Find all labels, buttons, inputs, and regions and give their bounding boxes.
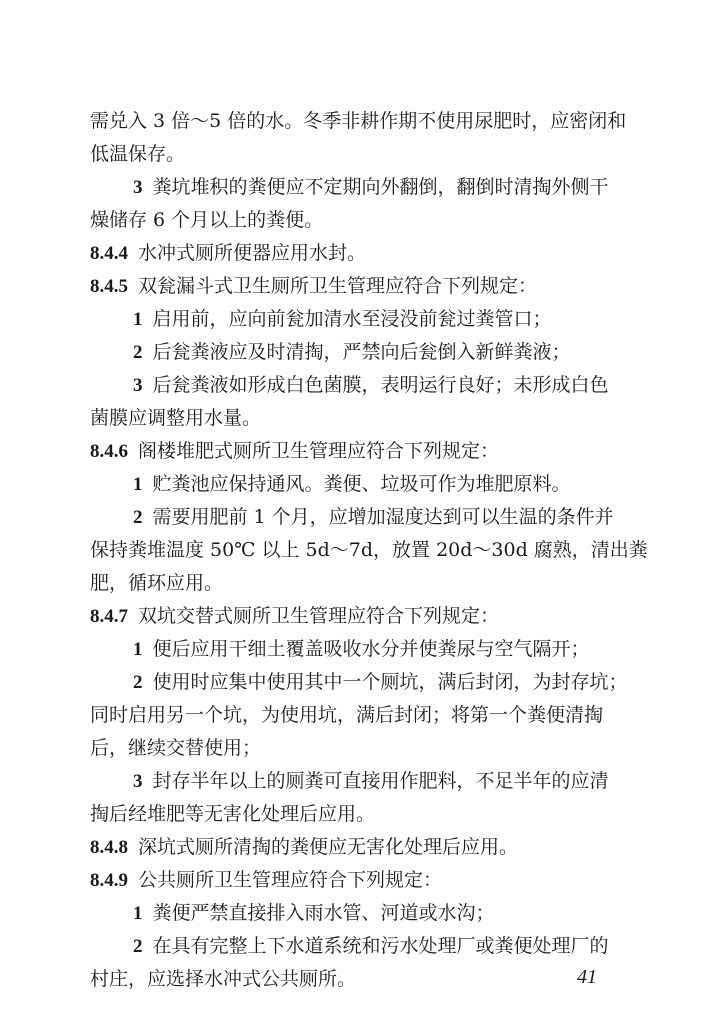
paragraph-line: 同时启用另一个坑，为使用坑，满后封闭；将第一个粪便清掏: [90, 704, 604, 726]
clause: 8.4.5 双瓮漏斗式卫生厕所卫生管理应符合下列规定：: [90, 275, 538, 297]
list-item: 1 粪便严禁直接排入雨水管、河道或水沟；: [133, 902, 495, 924]
paragraph-line: 后，继续交替使用；: [90, 737, 262, 759]
clause: 8.4.6 阁楼堆肥式厕所卫生管理应符合下列规定：: [90, 440, 500, 462]
paragraph-line: 需兑入 3 倍～5 倍的水。冬季非耕作期不使用尿肥时，应密闭和: [90, 110, 627, 132]
list-item: 2 在具有完整上下水道系统和污水处理厂或粪便处理厂的: [133, 935, 609, 957]
list-item: 3 后瓮粪液如形成白色菌膜，表明运行良好；未形成白色: [133, 374, 609, 396]
paragraph-line: 燥储存 6 个月以上的粪便。: [90, 209, 324, 231]
paragraph-line: 保持粪堆温度 50℃ 以上 5d～7d，放置 20d～30d 腐熟，清出粪: [90, 539, 648, 561]
paragraph-line: 菌膜应调整用水量。: [90, 407, 262, 429]
item-number: 3: [133, 177, 143, 198]
item-number: 2: [133, 672, 143, 693]
list-item: 3 粪坑堆积的粪便应不定期向外翻倒，翻倒时清掏外侧干: [133, 176, 609, 198]
item-number: 1: [133, 309, 143, 330]
paragraph-line: 村庄，应选择水冲式公共厕所。: [90, 968, 357, 990]
clause: 8.4.7 双坑交替式厕所卫生管理应符合下列规定：: [90, 605, 500, 627]
clause-number: 8.4.5: [90, 276, 128, 297]
list-item: 2 后瓮粪液应及时清掏，严禁向后瓮倒入新鲜粪液；: [133, 341, 571, 363]
clause-number: 8.4.6: [90, 441, 128, 462]
list-item: 1 便后应用干细土覆盖吸收水分并使粪尿与空气隔开；: [133, 638, 590, 660]
item-number: 3: [133, 771, 143, 792]
item-number: 2: [133, 507, 143, 528]
paragraph-line: 肥，循环应用。: [90, 572, 224, 594]
paragraph-line: 掏后经堆肥等无害化处理后应用。: [90, 803, 376, 825]
page-number: 41: [577, 966, 597, 988]
list-item: 2 需要用肥前 1 个月，应增加湿度达到可以生温的条件并: [133, 506, 614, 528]
clause-number: 8.4.7: [90, 606, 128, 627]
clause: 8.4.9 公共厕所卫生管理应符合下列规定：: [90, 869, 443, 891]
item-number: 2: [133, 342, 143, 363]
clause: 8.4.4 水冲式厕所便器应用水封。: [90, 242, 367, 264]
clause-number: 8.4.9: [90, 870, 128, 891]
clause-number: 8.4.8: [90, 837, 128, 858]
clause-number: 8.4.4: [90, 243, 128, 264]
item-number: 1: [133, 903, 143, 924]
clause: 8.4.8 深坑式厕所清掏的粪便应无害化处理后应用。: [90, 836, 519, 858]
list-item: 1 启用前，应向前瓮加清水至浸没前瓮过粪管口；: [133, 308, 552, 330]
item-number: 3: [133, 375, 143, 396]
item-number: 1: [133, 474, 143, 495]
item-number: 1: [133, 639, 143, 660]
paragraph-line: 低温保存。: [90, 143, 186, 165]
list-item: 2 使用时应集中使用其中一个厕坑，满后封闭，为封存坑；: [133, 671, 628, 693]
list-item: 3 封存半年以上的厕粪可直接用作肥料，不足半年的应清: [133, 770, 609, 792]
item-number: 2: [133, 936, 143, 957]
list-item: 1 贮粪池应保持通风。粪便、垃圾可作为堆肥原料。: [133, 473, 571, 495]
